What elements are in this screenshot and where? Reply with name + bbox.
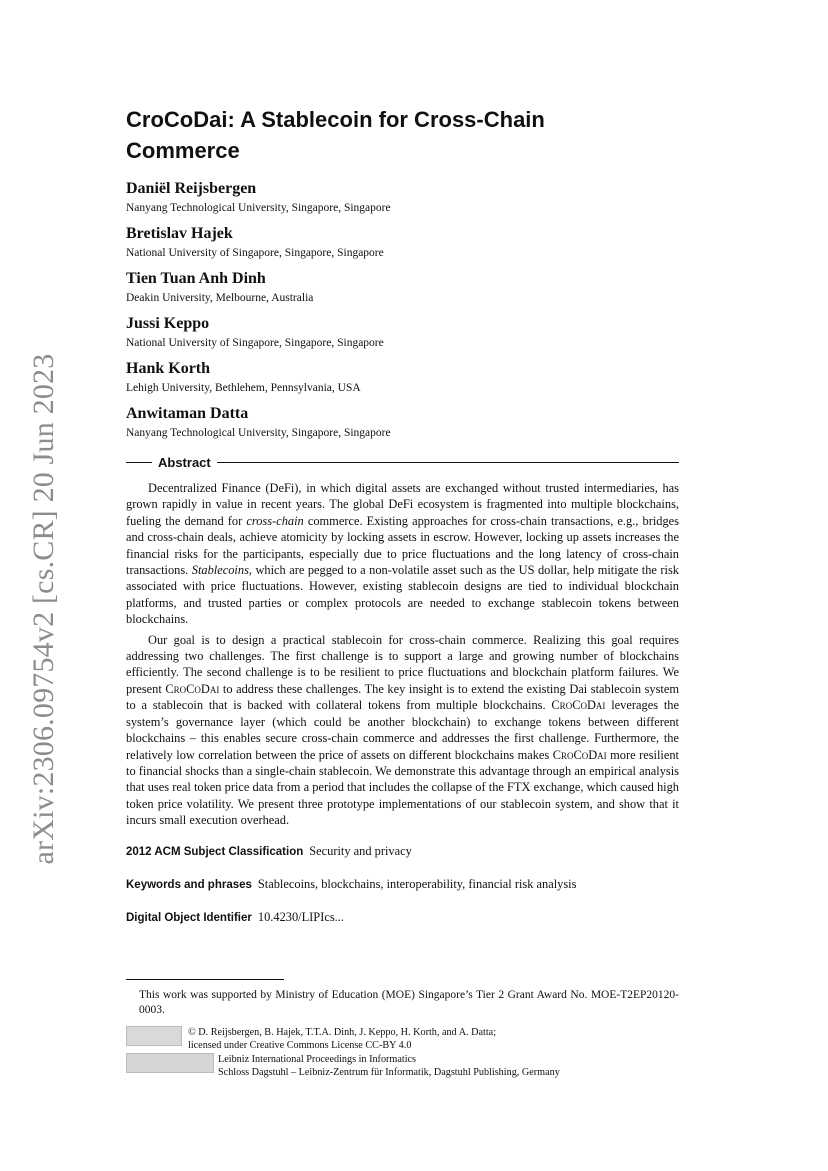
system-name: CroCoDai	[552, 747, 607, 762]
doi	[126, 909, 679, 926]
author-name: Jussi Keppo	[126, 315, 210, 332]
text-run: to address these challenges. The key insight is to extend the existing Dai stablecoin system to a stablecoin that is backed with collateral tokens from multiple blockchains.	[126, 681, 679, 713]
license-block	[126, 1026, 686, 1079]
author-name: Bretislav Hajek	[126, 225, 233, 242]
author-affiliation: Nanyang Technological University, Singapore, Singapore	[126, 427, 391, 439]
author-affiliation: National University of Singapore, Singapore, Singapore	[126, 337, 384, 349]
license-row	[126, 1026, 686, 1052]
cc-license-logo	[126, 1026, 182, 1046]
paper-title: CroCoDai: A Stablecoin for Cross-Chain Commerce	[126, 107, 545, 163]
heading-rule-left	[126, 462, 152, 463]
license-text	[188, 1026, 496, 1052]
paper-metadata	[126, 843, 679, 926]
text-run: leverages the system’s governance layer (which could be another blockchain) to exchange tokens between different blockchains – this enables secure cross-chain commerce and addresses the first challenge. Furthermore, the relatively low correlation between the price of assets on different blockchains makes	[126, 698, 679, 762]
doi-key: Digital Object Identifier	[126, 911, 252, 924]
system-name: CroCoDai	[165, 681, 220, 696]
main-content	[126, 104, 679, 942]
acm-value: Security and privacy	[309, 843, 412, 858]
author-block	[126, 358, 679, 396]
author-list	[126, 178, 679, 441]
author-block	[126, 268, 679, 306]
emphasis: cross-chain	[246, 513, 304, 528]
copyright-line: © D. Reijsbergen, B. Hajek, T.T.A. Dinh, J. Keppo, H. Korth, and A. Datta;	[188, 1027, 497, 1038]
emphasis: Stablecoins	[191, 563, 249, 578]
author-name: Hank Korth	[126, 360, 211, 377]
author-block	[126, 403, 679, 441]
publisher-row	[126, 1053, 686, 1079]
series-line: Leibniz International Proceedings in Informatics	[218, 1054, 417, 1065]
funding-footnote: This work was supported by Ministry of Education (MOE) Singapore’s Tier 2 Grant Award No. MOE-T2EP20120-0003.	[139, 989, 679, 1016]
author-affiliation: National University of Singapore, Singapore, Singapore	[126, 247, 384, 259]
author-name: Daniël Reijsbergen	[126, 180, 257, 197]
author-name: Anwitaman Datta	[126, 405, 249, 422]
text-run: more resilient to financial shocks than a single-chain stablecoin. We demonstrate this advantage through an empirical analysis that uses real token price data from a period that includes the collapse of the FTX exchange, which caused high token price volatility. We present three prototype implementations of our stablecoin system, and show that it incurs small execution overhead.	[126, 747, 679, 828]
acm-key: 2012 ACM Subject Classification	[126, 845, 304, 858]
text-run: commerce. Existing approaches for cross-chain transactions, e.g., bridges and cross-chain deals, achieve atomicity by locking assets in escrow. However, locking up assets increases the financial risks for the participants, especially due to price fluctuations and the long latency of cross-chain transactions.	[126, 513, 680, 578]
author-block	[126, 313, 679, 351]
footnote-rule	[126, 979, 284, 980]
abstract-paragraph-1	[126, 480, 679, 628]
abstract-heading	[126, 455, 679, 470]
abstract-paragraph-2	[126, 632, 679, 829]
lipics-logo	[126, 1053, 214, 1073]
text-run: Our goal is to design a practical stablecoin for cross-chain commerce. Realizing this goal requires addressing two challenges. The first challenge is to support a large and growing number of blockchains efficiently. The second challenge is to be resilient to price fluctuations and blockchain platform failures. We present	[126, 632, 679, 696]
system-name: CroCoDai	[551, 698, 606, 713]
text-run: Decentralized Finance (DeFi), in which digital assets are exchanged without trusted intermediaries, has grown rapidly in value in recent years. The global DeFi ecosystem is fragmented into multiple blockchains, fueling the demand for	[126, 481, 679, 528]
keywords	[126, 876, 679, 893]
abstract-label: Abstract	[158, 455, 211, 470]
author-affiliation: Lehigh University, Bethlehem, Pennsylvania, USA	[126, 382, 361, 394]
author-block	[126, 178, 679, 216]
publisher-text	[218, 1053, 560, 1079]
publisher-line: Schloss Dagstuhl – Leibniz-Zentrum für Informatik, Dagstuhl Publishing, Germany	[218, 1067, 560, 1078]
text-run: , which are pegged to a non-volatile asset such as the US dollar, help mitigate the risk associated with price fluctuations. However, existing stablecoin designs are tied to individual blockchain platforms, and trusted parties or complex protocols are needed to exchange stablecoin tokens between blockchains.	[126, 563, 679, 627]
acm-classification	[126, 843, 679, 860]
doi-value: 10.4230/LIPIcs...	[257, 909, 344, 924]
arxiv-sidenote: arXiv:2306.09754v2 [cs.CR] 20 Jun 2023	[27, 353, 60, 865]
heading-rule-right	[217, 462, 679, 463]
license-line: licensed under Creative Commons License CC-BY 4.0	[188, 1040, 412, 1051]
author-name: Tien Tuan Anh Dinh	[126, 270, 266, 287]
author-affiliation: Deakin University, Melbourne, Australia	[126, 292, 314, 304]
keywords-value: Stablecoins, blockchains, interoperability, financial risk analysis	[257, 876, 577, 891]
keywords-key: Keywords and phrases	[126, 878, 252, 891]
author-affiliation: Nanyang Technological University, Singapore, Singapore	[126, 202, 391, 214]
author-block	[126, 223, 679, 261]
